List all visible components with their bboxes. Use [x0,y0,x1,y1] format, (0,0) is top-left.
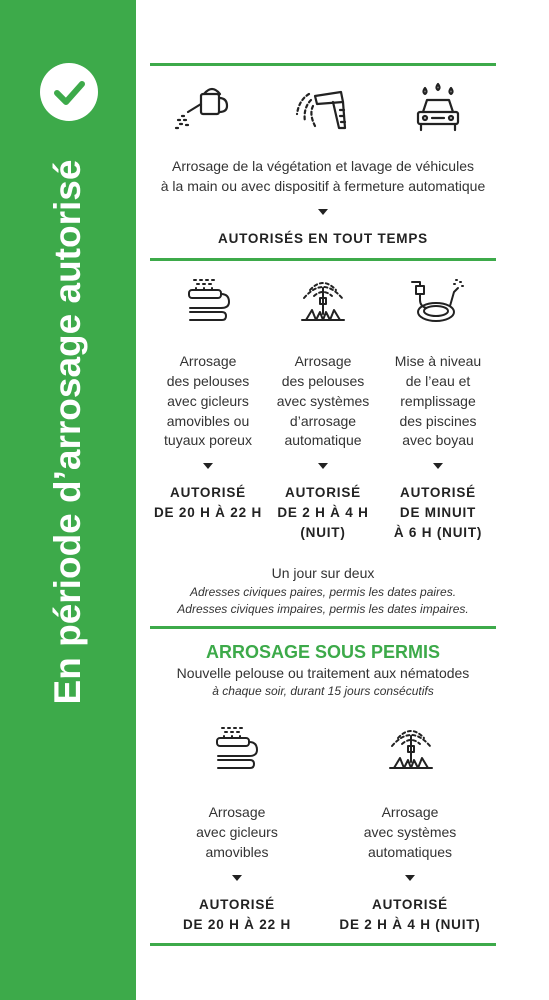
col3-status-line3: À 6 H (NUIT) [393,525,483,540]
permit-subtitle-italic: à chaque soir, durant 15 jours consécutifs [212,684,434,698]
col3-line2: de l’eau et [405,373,471,389]
caret-down-icon [433,463,443,469]
col1-line5: tuyaux poreux [164,432,252,448]
permit-col2-line3: automatiques [367,844,453,860]
caret-down-icon [318,209,328,215]
sidebar [0,0,136,1000]
section1-description-line1: Arrosage de la végétation et lavage de véhicules [172,158,474,174]
col1-status-line1: AUTORISÉ [170,485,246,500]
permit-col1-line2: avec gicleurs [196,824,278,840]
col2-status-line3: (NUIT) [300,525,346,540]
schedule-even: Adresses civiques paires, permis les dates paires. [189,585,457,599]
col1-line1: Arrosage [179,353,237,369]
section1-status: AUTORISÉS EN TOUT TEMPS [218,231,428,246]
col3-status-line2: DE MINUIT [399,505,477,520]
permit-col1-line1: Arrosage [208,804,266,820]
schedule-title: Un jour sur deux [271,565,375,581]
col2-line3: avec systèmes [276,393,370,409]
permit-col2-status-line1: AUTORISÉ [372,897,448,912]
permit-col2-line1: Arrosage [381,804,439,820]
col2-status-line1: AUTORISÉ [285,485,361,500]
col2-line1: Arrosage [294,353,352,369]
hose-nozzle-icon [291,84,353,130]
sidebar-title: En période d’arrosage autorisé [47,159,88,705]
pool-hose-icon [410,276,464,324]
divider-bottom [150,943,496,946]
col2-status-line2: DE 2 H À 4 H [277,505,369,520]
col1-status-line2: DE 20 H À 22 H [154,505,262,520]
col1-line4: amovibles ou [166,413,250,429]
col3-status-line1: AUTORISÉ [400,485,476,500]
schedule-odd: Adresses civiques impaires, permis les dates impaires. [177,602,469,616]
caret-down-icon [318,463,328,469]
col3-line3: remplissage [400,393,476,409]
section1-description-line2: à la main ou avec dispositif à fermeture automatique [160,178,486,194]
watering-can-icon [174,84,230,130]
divider-section3 [150,626,496,629]
caret-down-icon [203,463,213,469]
permit-heading: ARROSAGE SOUS PERMIS [205,642,441,662]
sprinkler-hose-icon [186,278,232,324]
permit-col1-status-line2: DE 20 H À 22 H [183,917,291,932]
col2-line4: d’arrosage [289,413,357,429]
col3-line5: avec boyau [402,432,474,448]
car-wash-icon [413,82,463,134]
check-badge [40,63,98,121]
permit-col1-line3: amovibles [205,844,269,860]
permit-col1-status-line1: AUTORISÉ [199,897,275,912]
col1-line3: avec gicleurs [167,393,249,409]
col1-line2: des pelouses [166,373,250,389]
divider-section2 [150,258,496,261]
col2-line5: automatique [284,432,362,448]
checkmark-icon [40,63,98,121]
col2-line2: des pelouses [281,373,365,389]
automatic-sprinkler-icon [388,724,434,772]
caret-down-icon [232,875,242,881]
automatic-sprinkler-icon [300,276,346,324]
col3-line1: Mise à niveau [394,353,482,369]
divider-top [150,63,496,66]
sprinkler-hose-icon [214,726,260,772]
permit-subtitle: Nouvelle pelouse ou traitement aux nématodes [176,665,470,681]
col3-line4: des piscines [399,413,477,429]
permit-col2-line2: avec systèmes [363,824,457,840]
permit-col2-status-line2: DE 2 H À 4 H (NUIT) [339,917,481,932]
caret-down-icon [405,875,415,881]
